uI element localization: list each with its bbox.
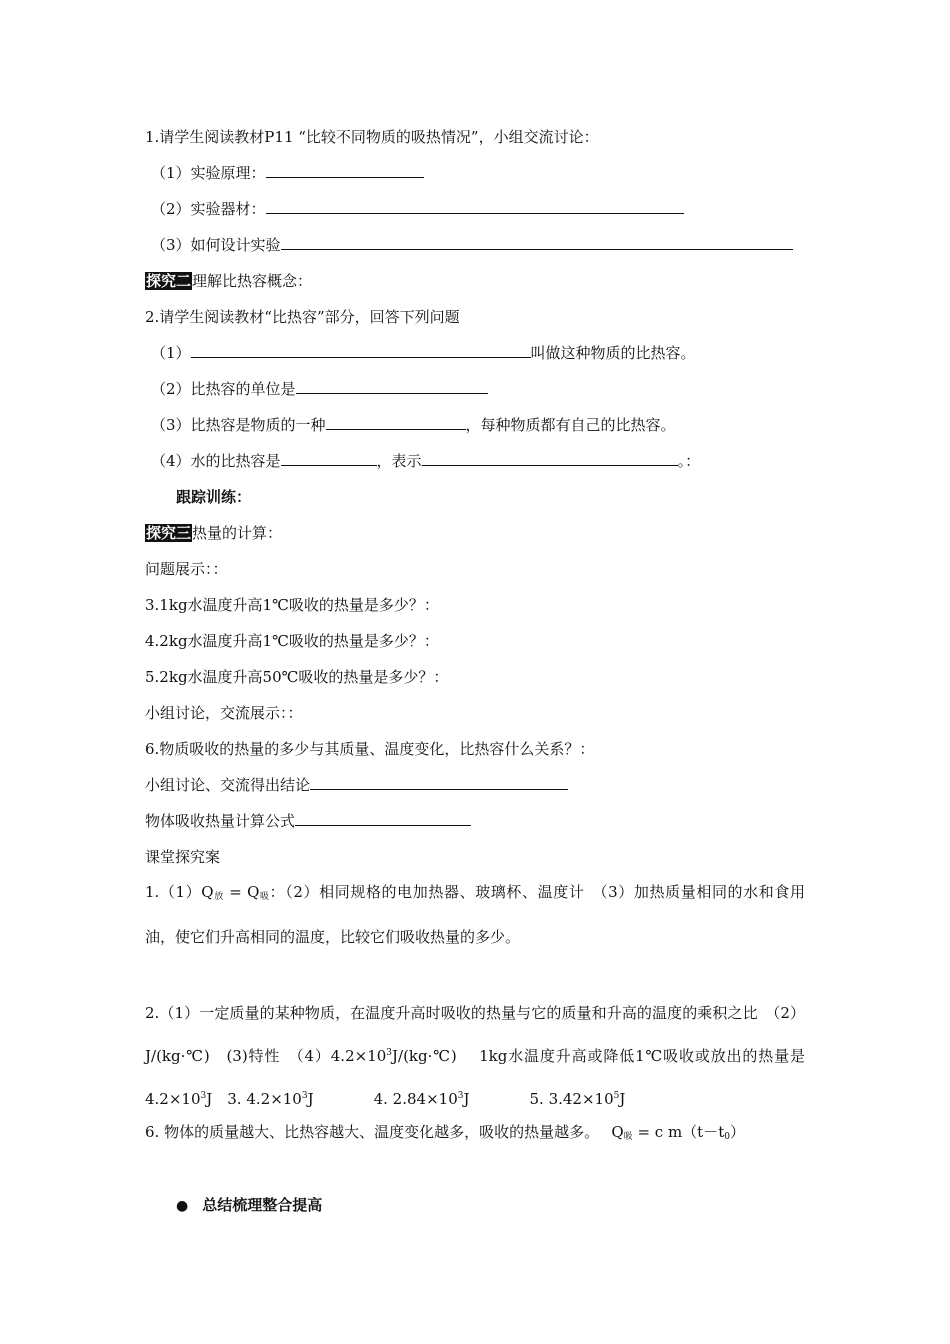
summary-heading — [176, 1195, 322, 1216]
section-2-tag: 探究二 — [146, 272, 192, 290]
answer-1-part: 1.（1）Q — [145, 883, 214, 901]
answer-6-part: ） — [729, 1123, 745, 1141]
item-property-prefix: （3）比热容是物质的一种 — [151, 416, 326, 434]
answers-heading: 课堂探究案 — [145, 848, 221, 866]
exponent: 5 — [613, 1091, 620, 1101]
problem-show: 问题展示：： — [145, 560, 228, 578]
answer-2-to-5 — [145, 993, 805, 1119]
blank-equipment[interactable] — [266, 199, 684, 214]
blank-conclusion[interactable] — [310, 775, 568, 790]
item-water — [151, 451, 700, 471]
answer-5-part: J — [619, 1090, 626, 1108]
exponent: 3 — [200, 1091, 207, 1101]
answer-3-part: 3. 4.2×10 — [212, 1090, 302, 1108]
item-property — [151, 415, 676, 435]
summary-title: 总结梳理整合提高 — [202, 1196, 323, 1214]
item-principle — [151, 163, 424, 183]
item-equipment — [151, 199, 684, 219]
exponent: 3 — [386, 1048, 393, 1058]
question-3: 3.1kg水温度升高1℃吸收的热量是多少？： — [145, 596, 439, 614]
section-2-title: 理解比热容概念： — [192, 272, 313, 290]
blank-design[interactable] — [281, 235, 793, 250]
item-unit — [151, 379, 488, 399]
section-3-title: 热量的计算： — [192, 524, 283, 542]
group-discussion: 小组讨论，交流展示：： — [145, 704, 303, 722]
question-1: 1.请学生阅读教材P11 “比较不同物质的吸热情况”，小组交流讨论： — [145, 128, 599, 146]
item-definition — [151, 343, 696, 363]
item-property-suffix: ，每种物质都有自己的比热容。 — [465, 416, 676, 434]
blank-formula[interactable] — [295, 811, 471, 826]
subscript-release: 放 — [213, 892, 224, 902]
answer-2-part: J/(kg·℃) 1kg水温度升高或降低1℃吸收或放出的热量是4.2×10 — [145, 1047, 806, 1108]
conclusion — [145, 775, 568, 795]
item-design — [151, 235, 793, 255]
blank-unit[interactable] — [296, 379, 488, 394]
practice-title: 跟踪训练： — [176, 488, 252, 506]
answer-2-part: 2.（1）一定质量的某种物质，在温度升高时吸收的热量与它的质量和升高的温度的乘积之比 （2）J/(kg·℃) (3)特性 （4）4.2×10 — [145, 1004, 805, 1065]
blank-water-value[interactable] — [281, 451, 377, 466]
question-6: 6.物质吸收的热量的多少与其质量、温度变化，比热容什么关系？： — [145, 740, 595, 758]
answer-1-part: = Q — [223, 883, 260, 901]
blank-property[interactable] — [326, 415, 466, 430]
subscript-zero: 0 — [724, 1132, 730, 1142]
blank-water-meaning[interactable] — [422, 451, 678, 466]
formula — [145, 811, 471, 831]
item-design-label: （3）如何设计实验 — [151, 236, 281, 254]
exponent: 3 — [457, 1091, 464, 1101]
item-water-mid: ，表示 — [376, 452, 422, 470]
conclusion-label: 小组讨论、交流得出结论 — [145, 776, 311, 794]
item-definition-suffix: 叫做这种物质的比热容。 — [530, 344, 696, 362]
bullet-icon: ● — [176, 1198, 189, 1214]
answer-5-part: J 5. 3.42×10 — [463, 1090, 614, 1108]
answer-6-part: 6. 物体的质量越大、比热容越大、温度变化越多，吸收的热量越多。 Q — [145, 1123, 624, 1141]
section-2-heading — [145, 271, 312, 291]
item-unit-label: （2）比热容的单位是 — [151, 380, 296, 398]
answer-1-part: ：（2）相同规格的电加热 — [269, 883, 444, 901]
item-principle-label: （1）实验原理： — [151, 164, 266, 182]
answer-6 — [145, 1112, 805, 1157]
answer-2-part: J — [206, 1090, 213, 1108]
section-3-tag: 探究三 — [146, 524, 192, 542]
blank-definition[interactable] — [191, 343, 531, 358]
answer-6-part: = c m（t－t — [632, 1123, 725, 1141]
subscript-absorb: 吸 — [259, 892, 270, 902]
section-3-heading — [145, 523, 282, 543]
question-4: 4.2kg水温度升高1℃吸收的热量是多少？： — [145, 632, 439, 650]
item-water-prefix: （4）水的比热容是 — [151, 452, 281, 470]
blank-principle[interactable] — [266, 163, 424, 178]
item-equipment-label: （2）实验器材： — [151, 200, 266, 218]
question-5: 5.2kg水温度升高50℃吸收的热量是多少？： — [145, 668, 449, 686]
question-2: 2.请学生阅读教材“比热容”部分，回答下列问题 — [145, 308, 460, 326]
formula-label: 物体吸收热量计算公式 — [145, 812, 296, 830]
answer-4-part: J 4. 2.84×10 — [307, 1090, 458, 1108]
answer-1 — [145, 872, 805, 957]
item-water-suffix: 。： — [677, 452, 701, 470]
answer-1-part: 器、玻璃杯、温度计 （3）加热质量相同的水和食用油，使它们升高相同的温度，比较它们吸收热量的多少。 — [145, 883, 805, 946]
item-definition-prefix: （1） — [151, 344, 191, 362]
exponent: 3 — [301, 1091, 308, 1101]
subscript-absorb: 吸 — [623, 1132, 633, 1142]
